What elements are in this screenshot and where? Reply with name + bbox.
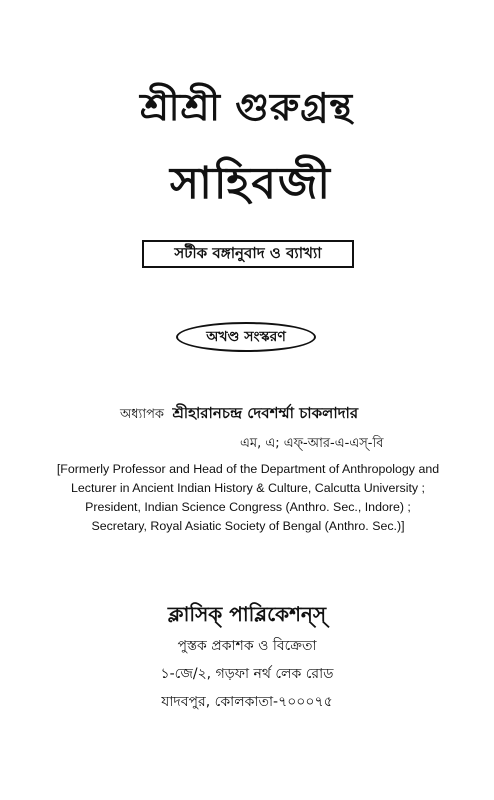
publisher-address-line1: ১-জে/২, গড়ফা নর্থ লেক রোড	[160, 666, 334, 682]
book-title-line1: শ্রীশ্রী গুরুগ্রন্থ	[140, 84, 354, 129]
credential-line: [Formerly Professor and Head of the Department of Anthropology and	[56, 462, 440, 476]
credential-line: Secretary, Royal Asiatic Society of Bengal (Anthro. Sec.)]	[91, 519, 405, 533]
author-prefix: অধ্যাপক	[120, 407, 165, 422]
author-degrees: এম, এ; এফ্-আর-এ-এস্-বি	[240, 436, 384, 451]
book-title-line2: সাহিবজী	[170, 158, 332, 209]
publisher-tagline: পুস্তক প্রকাশক ও বিক্রেতা	[177, 638, 317, 654]
subtitle-text: সটীক বঙ্গানুবাদ ও ব্যাখ্যা	[174, 243, 322, 262]
author-name: শ্রীহারানচন্দ্র দেবশর্ম্মা চাকলাদার	[172, 404, 359, 422]
credential-line: Lecturer in Ancient Indian History & Culture, Calcutta University ;	[71, 481, 425, 495]
author-credentials	[28, 460, 468, 536]
publisher-name: ক্লাসিক্ পাব্লিকেশন্স্	[167, 602, 327, 626]
credential-line: President, Indian Science Congress (Anthro. Sec., Indore) ;	[85, 500, 411, 514]
publisher-address-line2: যাদবপুর, কোলকাতা-৭০০০৭৫	[161, 694, 333, 710]
subtitle-box	[142, 240, 354, 268]
edition-text: অখণ্ড সংস্করণ	[206, 329, 286, 345]
author-line	[120, 402, 470, 427]
edition-oval	[176, 322, 316, 352]
